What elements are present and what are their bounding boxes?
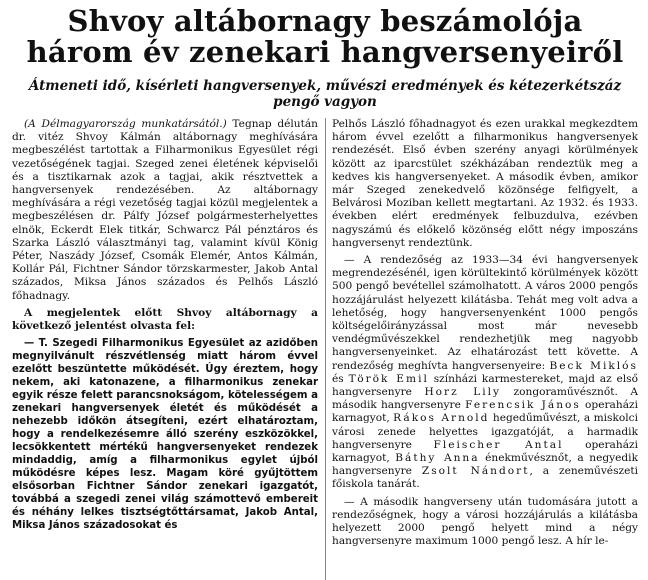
paragraph-report-quote: — T. Szegedi Filharmonikus Egyesület az azidőben megnyilvánult részvétlenség miatt három évvel ezelőtt beszüntette működését. Úgy éreztem, hogy nekem, aki katonazene, a filharmonikus zenekar egyik része felett parancsnokságom, kötelességem a zenekari hangversenyek életét és működését a nehezebb időkön átsegíteni, ezért elhatároztam, hogy a rendelkezésemre álló szerény eszközökkel, lecsökkentett mértékű hangversenyeket rendezek mindaddig, amíg a filharmonikus egylet újból működésre képes lesz. Magam köré gyűjtöttem elsősorban Fichtner Sándor zenekari igazgatót, továbbá a szegedi zenei világ számottevő embereit és néhány lelkes tisztségtőttársamat, Jakob Antal, Miksa János századosokat és [12, 338, 318, 532]
dateline: (A Délmagyarország munkatársától.) [24, 118, 227, 130]
artist-name: Ferencsik János [465, 399, 581, 412]
artist-name: Horz Lily [424, 386, 502, 399]
artist-name: Báthy Anna [395, 452, 480, 465]
left-column [12, 118, 318, 580]
paragraph-continuation: Pelhős László főhadnagyot és ezen urakkal megkezdtem három évvel ezelőtt a filharmonikus hangversenyek rendezését. Első évben szerény anyagi körülmények között az iparcstület székházában rendeztük meg a kedves kis hangversenyeket. A második évben, amikor már Szeged zenekedvelő közönsége felfigyelt, a Belvárosi Moziban kellett megtartani. Az 1932. és 1933. években elért eredmények felbuzdulva, ezévben nagyszámú és előkelő közönség előtt négy imposzáns hangversenyt rendeztünk. [332, 118, 638, 249]
artist-name: Zsolt Nándort [421, 465, 530, 478]
headline-line-1: Shvoy altábornagy beszámolója [67, 4, 583, 38]
article-body [12, 118, 638, 580]
subheadline: Átmeneti idő, kísérleti hangversenyek, művészi eredmények és kétezerkétszáz pengő vagyon [28, 78, 622, 110]
intro-text: Tegnap délután dr. vitéz Shvoy Kálmán altábornagy meghívására megbeszélést tartottak a Filharmonikus Egyesület régi vezetőségének tagjai. Szeged zenei életének képviselői és a tisztikarnak azok a tagjai, akik résztvettek a hangversenyek rendezésében. Az altábornagy meghívására a régi vezetőség tagjai közül megjelentek a megbeszélésen dr. Pálfy József polgármesterhelyettes elnök, Eckerdt Elek titkár, Schwarcz Pál pénztáros és Szarka László választmányi tag, valamint kívül König Péter, Naszády József, Csomák Elemér, Antos Kálmán, Kollár Pál, Fichtner Sándor törzskarmester, Jakob Antal százados, Miksa János százados és Pelhős László főhadnagy. [12, 118, 318, 302]
artist-name: Fleischer Antal [433, 438, 564, 451]
paragraph-intro [12, 118, 318, 303]
headline [12, 6, 638, 68]
artist-name: Rákos Arnold [393, 412, 490, 425]
right-column [332, 118, 638, 580]
headline-line-2: három év zenekari hangversenyeiről [26, 35, 624, 69]
paragraph-city-contribution: — A második hangverseny után tudomására jutott a rendezőségnek, hogy a városi hozzájárulás a kilátásba helyezett 2000 pengő helyett mind a négy hangversenyre maximum 1000 pengő lesz. A hír le- [332, 495, 638, 548]
paragraph-budget: — A rendezőség az 1933—34 évi hangversenyek megrendezésénél, igen körültekintő körülmények között 500 pengő bevétellel számolhatott. A város 2000 pengős hozzájárulást helyezett kilátásba. Tehát meg volt adva a lehetőség, hogy hangversenyenként 1000 pengős költségelőirányzással most már nevesebb vendégművészekkel rendezhetjük meg nagyobb hangversenyeinket. Az elhatározást tett követte. A rendezőség meghívta hangversenyeire: Beck Miklós és Török Emil színházi karmestereket, majd az első hangversenyre Horz Lily zongoraművésznőt. A második hangversenyre Ferencsik János operaházi karnagyot, Rákos Arnold hegedűművészt, a miskolci városi zenede helyettes igazgatóját, a harmadik hangversenyre Fleischer Antal operaházi karnagyot, Báthy Anna énekművésznőt, a negyedik hangversenyre Zsolt Nándort, a zeneművészeti főiskola tanárát. [332, 254, 638, 491]
column-divider [325, 118, 326, 580]
artist-name: Török Emil [348, 372, 429, 385]
paragraph-report-lead: A megjelentek előtt Shvoy altábornagy a következő jelentést olvasta fel: [12, 306, 318, 333]
artist-name: Beck Miklós [549, 359, 638, 372]
